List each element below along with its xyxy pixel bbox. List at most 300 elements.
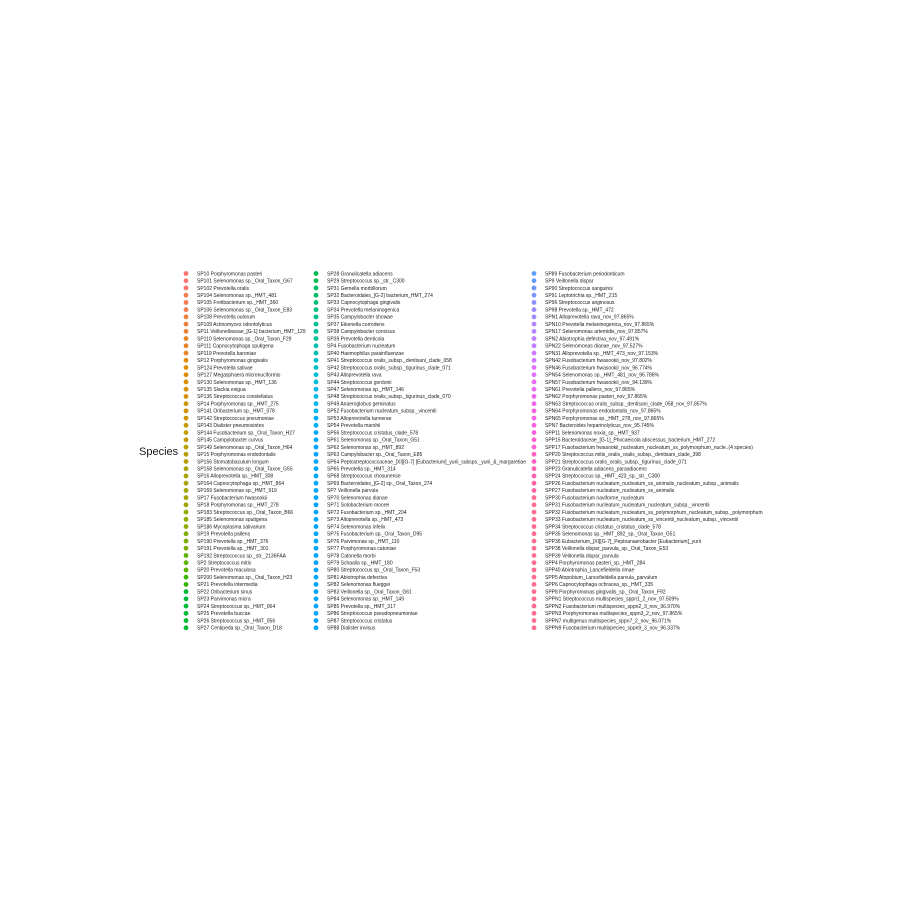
legend-label: SPN17 Selenomonas artemidis_nov_97.857% [545, 329, 648, 336]
legend-key-dot [184, 517, 189, 522]
legend-label: SP156 Stomatobaculum longum [197, 459, 269, 466]
legend-label: SP108 Prevotella oulorum [197, 314, 256, 321]
legend-label: SPN10 Prevotella melaninogenica_nov_97.865% [545, 321, 655, 328]
legend-key-dot [184, 271, 189, 276]
legend-label: SP80 Streptococcus sp._Oral_Taxon_F53 [327, 567, 421, 574]
legend-key-dot [314, 372, 319, 377]
legend-label: SPP8 Porphyromonas gingivalis_sp._Oral_Taxon_F92 [545, 589, 666, 596]
legend-label: SP29 Streptococcus sp._str._C300 [327, 278, 405, 285]
legend-key-dot [314, 517, 319, 522]
legend-label: SP68 Streptococcus chosunense [327, 473, 401, 480]
legend-key-dot [314, 322, 319, 327]
legend-key-dot [184, 336, 189, 341]
legend-label: SP19 Prevotella pallens [197, 531, 251, 538]
legend-key-dot [532, 445, 537, 450]
legend-key-dot [314, 596, 319, 601]
legend-label: SPN64 Porphyromonas endodontalis_nov_97.865% [545, 408, 661, 415]
legend-key-dot [314, 589, 319, 594]
legend-key-dot [314, 510, 319, 515]
legend-key-dot [184, 278, 189, 283]
legend-key-dot [532, 575, 537, 580]
legend-label: SP158 Selenomonas sp._Oral_Taxon_G55 [197, 466, 293, 473]
legend-label: SP41 Streptococcus oralis_subsp._dentisani_clade_058 [327, 358, 452, 365]
legend-key-dot [184, 437, 189, 442]
legend-key-dot [184, 408, 189, 413]
legend-key-dot [532, 314, 537, 319]
legend-key-dot [184, 300, 189, 305]
legend-key-dot [184, 596, 189, 601]
legend-key-dot [184, 394, 189, 399]
legend-key-dot [184, 582, 189, 587]
legend-label: SP15 Porphyromonas endodontalis [197, 452, 276, 459]
legend-label: SP27 Centipeda sp._Oral_Taxon_D18 [197, 625, 282, 632]
legend-label: SPP26 Fusobacterium nucleatum_nucleatum_ss_animalis_nucleatum_subsp._animalis [545, 480, 739, 487]
legend-key-dot [184, 387, 189, 392]
legend-label: SPPN7 multigenus multispecies_sppn7_2_nov_96.071% [545, 618, 672, 625]
legend-label: SP52 Fusobacterium nucleatum_subsp._vincentii [327, 408, 437, 415]
legend-key-dot [532, 466, 537, 471]
legend-key-dot [314, 466, 319, 471]
legend-label: SP12 Porphyromonas gingivalis [197, 358, 268, 365]
legend-label: SP119 Prevotella baroniae [197, 350, 257, 357]
legend-label: SP143 Dialister pneumosintes [197, 423, 264, 430]
legend-key-dot [532, 278, 537, 283]
legend-label: SP53 Alloprevotella tannerae [327, 415, 392, 422]
legend-label: SP169 Selenomonas sp._HMT_919 [197, 488, 277, 495]
legend-key-dot [532, 387, 537, 392]
legend-key-dot [532, 546, 537, 551]
legend-key-dot [314, 408, 319, 413]
legend-label: SP145 Campylobacter curvus [197, 437, 264, 444]
legend-label: SPP32 Fusobacterium nucleatum_nucleatum_ss_polymorphum_nucleatum_subsp._polymorphum [545, 509, 763, 516]
legend-key-dot [314, 278, 319, 283]
legend-label: SP96 Streptococcus anginosus [545, 300, 615, 307]
legend-key-dot [532, 286, 537, 291]
legend-label: SPP5 Atopobium_Lancefieldella parvula_parvulum [545, 574, 658, 581]
legend-label: SPPN1 Streptococcus multispecies_sppn1_2_nov_97.509% [545, 596, 679, 603]
legend-label: SP54 Prevotella marshii [327, 423, 381, 430]
legend-key-dot [532, 307, 537, 312]
legend-key-dot [184, 416, 189, 421]
legend-key-dot [314, 611, 319, 616]
legend-label: SPN1 Alloprevotella rava_nov_97.865% [545, 314, 634, 321]
legend-label: SP35 Campylobacter showae [327, 314, 393, 321]
legend-key-dot [314, 459, 319, 464]
legend-label: SP81 Abiotrophia defectiva [327, 574, 388, 581]
legend-label: SP79 Schaalia sp._HMT_180 [327, 560, 393, 567]
legend-label: SP88 Dialister invisus [327, 625, 376, 632]
legend-key-dot [314, 474, 319, 479]
legend-label: SP136 Streptococcus constellatus [197, 394, 273, 401]
legend-key-dot [532, 336, 537, 341]
legend-title: Species [139, 446, 179, 458]
legend-label: SPP36 Eubacterium_[XI][G-7]_Peptoanaerobacter [Eubacterium]_yurii [545, 538, 701, 545]
legend-label: SP31 Gemella morbillorum [327, 285, 387, 292]
legend-key-dot [314, 604, 319, 609]
legend-key-dot [184, 589, 189, 594]
legend-label: SP75 Fusobacterium sp._Oral_Taxon_D95 [327, 531, 423, 538]
legend-key-dot [532, 437, 537, 442]
legend-key-dot [184, 510, 189, 515]
legend-label: SPP38 Veillonella dispar_parvula_sp._Oral_Taxon_E53 [545, 546, 669, 553]
legend-key-dot [532, 365, 537, 370]
legend-key-dot [314, 560, 319, 565]
legend-key-dot [532, 430, 537, 435]
legend-key-dot [532, 553, 537, 558]
legend-label: SP111 Capnocytophaga sputigena [197, 343, 274, 350]
legend-key-dot [532, 416, 537, 421]
legend-label: SP183 Streptococcus sp._Oral_Taxon_B66 [197, 509, 294, 516]
legend-key-dot [532, 452, 537, 457]
legend-label: SP84 Selenomonas sp._HMT_149 [327, 596, 404, 603]
legend-label: SPP11 Selenomonas noxia_sp._HMT_937 [545, 430, 640, 437]
legend-label: SP42 Streptococcus oralis_subsp._tigurinus_clade_071 [327, 365, 451, 372]
legend-label: SP85 Prevotella sp._HMT_317 [327, 603, 396, 610]
legend-label: SP14 Porphyromonas sp._HMT_275 [197, 401, 279, 408]
legend-key-dot [314, 286, 319, 291]
legend-label: SP17 Fusobacterium hwasookii [197, 495, 268, 502]
legend-key-dot [532, 618, 537, 623]
legend-key-dot [532, 322, 537, 327]
legend-key-dot [314, 625, 319, 630]
legend-label: SPN57 Fusobacterium hwasookii_nov_94.139% [545, 379, 653, 386]
legend-key-dot [184, 329, 189, 334]
legend-label: SP102 Prevotella oralis [197, 285, 249, 292]
legend-label: SP164 Capnocytophaga sp._HMT_864 [197, 480, 285, 487]
legend-label: SPP21 Streptococcus oralis_oralis_subsp._tigurinus_clade_071 [545, 459, 687, 466]
legend-label: SP64 Peptostreptococcaceae_[XI][G-7] [Eubacterium]_yurii_subsps._yurii_&_margaretiae [327, 459, 526, 466]
legend-key-dot [314, 271, 319, 276]
legend-label: SP24 Streptococcus sp._HMT_064 [197, 603, 276, 610]
legend-label: SP56 Streptococcus cristatus_clade_578 [327, 430, 419, 437]
legend-key-dot [184, 546, 189, 551]
legend-key-dot [314, 452, 319, 457]
legend-key-dot [532, 343, 537, 348]
legend-label: SP186 Mycoplasma salivarium [197, 524, 266, 531]
legend-key-dot [184, 372, 189, 377]
legend-key-dot [314, 365, 319, 370]
legend-label: SPP23 Granulicatella adiacens_paraadiacens [545, 466, 647, 473]
legend-key-dot [314, 336, 319, 341]
legend-label: SP11 Veillonellaceae_[G-1] bacterium_HMT_129 [197, 329, 306, 336]
legend-label: SP61 Selenomonas sp._Oral_Taxon_G51 [327, 437, 420, 444]
legend-key-dot [184, 466, 189, 471]
legend-key-dot [184, 423, 189, 428]
legend-key-dot [314, 358, 319, 363]
legend-key-dot [532, 524, 537, 529]
legend-key-dot [184, 502, 189, 507]
legend-label: SPP15 Bacteroidaceae_[G-1]_Phocaeicola abscessus_bacterium_HMT_272 [545, 437, 716, 444]
legend-key-dot [532, 517, 537, 522]
legend-label: SP26 Streptococcus sp._HMT_056 [197, 618, 276, 625]
legend-key-dot [314, 575, 319, 580]
legend-key-dot [184, 604, 189, 609]
legend-label: SP44 Streptococcus gordonii [327, 379, 392, 386]
legend-key-dot [532, 560, 537, 565]
legend-label: SP76 Parvimonas sp._HMT_110 [327, 538, 400, 545]
legend-columns [184, 271, 763, 631]
legend-key-dot [314, 582, 319, 587]
legend-key-dot [532, 582, 537, 587]
legend-label: SP98 Prevotella sp._HMT_472 [545, 307, 614, 314]
legend-label: SPN63 Streptococcus oralis_subsp._dentisani_clade_058_nov_97.857% [545, 401, 707, 408]
legend-label: SPP34 Streptococcus cristatus_cristatus_clade_578 [545, 524, 661, 531]
legend-key-dot [314, 307, 319, 312]
legend-label: SP72 Fusobacterium sp._HMT_204 [327, 509, 407, 516]
legend-key-dot [532, 604, 537, 609]
legend-label: SP82 Selenomonas flueggei [327, 582, 391, 589]
legend-label: SP4 Fusobacterium nucleatum [327, 343, 396, 350]
legend-label: SP77 Porphyromonas catoniae [327, 546, 397, 553]
legend-key-dot [314, 524, 319, 529]
legend-key-dot [314, 495, 319, 500]
legend-label: SP43 Alloprevotella rava [327, 372, 382, 379]
legend-label: SPP40 Abiotrophia_Lancefieldella rimae [545, 567, 635, 574]
legend-key-dot [532, 568, 537, 573]
legend-label: SP71 Solobacterium moorei [327, 502, 390, 509]
legend-key-dot [532, 611, 537, 616]
legend-key-dot [532, 625, 537, 630]
legend-label: SPP31 Fusobacterium nucleatum_nucleatum_nucleatum_subsp._vincentii [545, 502, 710, 509]
legend-label: SPP6 Capnocytophaga ochracea_sp._HMT_335 [545, 582, 654, 589]
legend-label: SP105 Fretibacterium sp._HMT_360 [197, 300, 279, 307]
legend-key-dot [532, 423, 537, 428]
legend-key-dot [314, 351, 319, 356]
legend-key-dot [532, 459, 537, 464]
legend-label: SP89 Fusobacterium periodonticum [545, 271, 625, 278]
legend-key-dot [532, 474, 537, 479]
legend-label: SPN46 Fusobacterium hwasookii_nov_96.774% [545, 365, 653, 372]
legend-key-dot [532, 380, 537, 385]
legend-key-dot [532, 372, 537, 377]
legend-label: SPP39 Veillonella dispar_parvula [545, 553, 619, 560]
legend-key-dot [184, 625, 189, 630]
legend-label: SP33 Capnocytophaga gingivalis [327, 300, 401, 307]
legend-label: SPN65 Porphyromonas sp._HMT_278_nov_97.865% [545, 415, 664, 422]
legend-label: SP90 Streptococcus sanguinis [545, 285, 613, 292]
legend-label: SP25 Prevotella buccae [197, 611, 251, 618]
legend-label: SP73 Alloprevotella sp._HMT_473 [327, 517, 404, 524]
legend-label: SPN31 Alloprevotella sp._HMT_473_nov_97.153% [545, 350, 659, 357]
legend-label: SPP4 Porphyromonas pasteri_sp._HMT_284 [545, 560, 646, 567]
legend-key-dot [184, 553, 189, 558]
legend-label: SP62 Selenomonas sp._HMT_892 [327, 444, 404, 451]
legend-label: SP21 Prevotella intermedia [197, 582, 258, 589]
legend-label: SP109 Actinomyces odontolyticus [197, 321, 273, 328]
legend-label: SP141 Oribacterium sp._HMT_078 [197, 408, 275, 415]
legend-label: SP192 Streptococcus sp._str._2136FAA [197, 553, 286, 560]
legend-key-dot [532, 300, 537, 305]
legend-key-dot [314, 343, 319, 348]
legend-label: SP106 Selenomonas sp._Oral_Taxon_E83 [197, 307, 293, 314]
legend-label: SP49 Anaeroglobus geminatus [327, 401, 396, 408]
legend-key-dot [314, 502, 319, 507]
legend-key-dot [184, 430, 189, 435]
legend-key-dot [314, 380, 319, 385]
legend-label: SP63 Campylobacter sp._Oral_Taxon_E85 [327, 452, 423, 459]
legend-label: SP86 Streptococcus pseudopneumoniae [327, 611, 418, 618]
legend-label: SP7 Veillonella parvula [327, 488, 379, 495]
legend-label: SP38 Campylobacter concisus [327, 329, 396, 336]
legend-label: SP191 Prevotella sp._HMT_301 [197, 546, 269, 553]
legend-key-dot [532, 510, 537, 515]
legend-key-dot [184, 539, 189, 544]
legend-label: SP200 Selenomonas sp._Oral_Taxon_H23 [197, 574, 293, 581]
legend-key-dot [184, 445, 189, 450]
legend-label: SP135 Slackia exigua [197, 386, 246, 393]
legend-key-dot [532, 531, 537, 536]
legend-label: SPN54 Selenomonas sp._HMT_481_nov_96.786% [545, 372, 659, 379]
legend-label: SPP17 Fusobacterium hwasookii_nucleatum_nucleatum_ss_polymorphum_nucle..(4 species) [545, 444, 753, 451]
legend-label: SP18 Porphyromonas sp._HMT_278 [197, 502, 279, 509]
legend-key-dot [314, 531, 319, 536]
legend-label: SP87 Streptococcus cristatus [327, 618, 393, 625]
legend-label: SPN7 Bacteroides heparinolyticus_nov_95.745% [545, 423, 654, 430]
legend-label: SP2 Streptococcus mitis [197, 560, 252, 567]
legend-key-dot [532, 539, 537, 544]
legend-key-dot [184, 380, 189, 385]
legend-label: SP124 Prevotella salivae [197, 365, 253, 372]
legend-key-dot [314, 314, 319, 319]
legend-label: SP110 Selenomonas sp._Oral_Taxon_F29 [197, 336, 292, 343]
legend-label: SP9 Veillonella dispar [545, 278, 594, 285]
legend-key-dot [184, 575, 189, 580]
legend-label: SP70 Selenomonas dianae [327, 495, 388, 502]
legend-label: SP74 Selenomonas infelix [327, 524, 386, 531]
legend-label: SPP35 Selenomonas sp._HMT_892_sp._Oral_Taxon_G51 [545, 531, 676, 538]
legend-key-dot [184, 459, 189, 464]
legend-key-dot [532, 329, 537, 334]
legend-key-dot [532, 502, 537, 507]
legend-label: SP101 Selenomonas sp._Oral_Taxon_G67 [197, 278, 293, 285]
legend-label: SP65 Prevotella sp._HMT_314 [327, 466, 396, 473]
legend-key-dot [184, 307, 189, 312]
legend-label: SP22 Oribacterium sinus [197, 589, 253, 596]
legend-key-dot [314, 546, 319, 551]
legend-label: SP37 Eikenella corrodens [327, 321, 385, 328]
legend-key-dot [184, 611, 189, 616]
legend-key-dot [184, 524, 189, 529]
legend-key-dot [184, 488, 189, 493]
legend-label: SP144 Fusobacterium sp._Oral_Taxon_H27 [197, 430, 295, 437]
legend-key-dot [532, 358, 537, 363]
legend-label: SP83 Veillonella sp._Oral_Taxon_G61 [327, 589, 412, 596]
legend-key-dot [532, 408, 537, 413]
legend-key-dot [184, 452, 189, 457]
legend-key-dot [184, 531, 189, 536]
legend-label: SPN42 Fusobacterium hwasookii_nov_97.802% [545, 358, 653, 365]
legend-key-dot [532, 495, 537, 500]
legend-key-dot [532, 271, 537, 276]
legend-label: SPP24 Streptococcus sp._HMT_423_sp._str._C300 [545, 473, 661, 480]
legend-label: SP127 Megasphaera micronuciformis [197, 372, 281, 379]
legend-key-dot [184, 343, 189, 348]
legend-key-dot [532, 481, 537, 486]
legend-label: SP185 Selenomonas sputigena [197, 517, 268, 524]
legend-label: SPN2 Abiotrophia defectiva_nov_97.491% [545, 336, 640, 343]
legend-label: SP39 Prevotella denticola [327, 336, 385, 343]
legend-label: SP16 Alloprevotella sp._HMT_308 [197, 473, 274, 480]
legend-key-dot [532, 351, 537, 356]
legend-key-dot [184, 322, 189, 327]
legend-key-dot [314, 445, 319, 450]
legend-label: SPP33 Fusobacterium nucleatum_nucleatum_ss_vincentii_nucleatum_subsp._vincentii [545, 517, 739, 524]
legend-label: SP10 Porphyromonas pasteri [197, 271, 263, 278]
legend-key-dot [314, 394, 319, 399]
legend-label: SPP27 Fusobacterium nucleatum_nucleatum_ss_animalis [545, 488, 675, 495]
legend-label: SP20 Prevotella maculosa [197, 567, 256, 574]
legend-label: SPPN9 Fusobacterium multispecies_sppn9_3_nov_96.337% [545, 625, 681, 632]
legend-key-dot [184, 314, 189, 319]
legend-key-dot [314, 329, 319, 334]
legend-label: SP28 Granulicatella adiacens [327, 271, 393, 278]
legend-key-dot [184, 568, 189, 573]
legend-key-dot [314, 553, 319, 558]
legend-key-dot [314, 293, 319, 298]
legend-key-dot [314, 387, 319, 392]
legend-label: SP34 Prevotella melaninogenica [327, 307, 400, 314]
legend-key-dot [314, 416, 319, 421]
legend-key-dot [532, 293, 537, 298]
legend-key-dot [184, 286, 189, 291]
legend-key-dot [184, 401, 189, 406]
legend-key-dot [314, 300, 319, 305]
legend-label: SPPN3 Porphyromonas multispecies_sppn3_2_nov_97.865% [545, 611, 683, 618]
legend-key-dot [184, 358, 189, 363]
legend-label: SP130 Selenomonas sp._HMT_136 [197, 379, 277, 386]
legend-key-dot [314, 539, 319, 544]
legend-key-dot [184, 495, 189, 500]
legend-label: SP47 Selenomonas sp._HMT_146 [327, 386, 404, 393]
legend-label: SPN22 Selenomonas dianae_nov_97.527% [545, 343, 643, 350]
legend-label: SP32 Bacteroidales_[G-2] bacterium_HMT_274 [327, 292, 433, 299]
legend-key-dot [314, 568, 319, 573]
legend-label: SP69 Bacteroidales_[G-2] sp._Oral_Taxon_274 [327, 480, 433, 487]
legend-key-dot [314, 430, 319, 435]
legend-label: SP149 Selenomonas sp._Oral_Taxon_H64 [197, 444, 293, 451]
legend-label: SP104 Selenomonas sp._HMT_481 [197, 292, 277, 299]
legend-key-dot [314, 618, 319, 623]
legend-key-dot [184, 618, 189, 623]
legend-key-dot [184, 474, 189, 479]
legend-key-dot [314, 423, 319, 428]
legend-label: SPN62 Porphyromonas pasteri_nov_97.865% [545, 394, 648, 401]
legend-label: SP48 Streptococcus oralis_subsp._tigurinus_clade_070 [327, 394, 451, 401]
legend-label: SP142 Streptococcus pneumoniae [197, 415, 274, 422]
legend-key-dot [314, 481, 319, 486]
legend-label: SPN61 Prevotella pallens_nov_97.865% [545, 386, 636, 393]
legend-label: SPPN2 Fusobacterium multispecies_sppn2_3_nov_96.970% [545, 603, 681, 610]
legend-key-dot [532, 401, 537, 406]
legend-key-dot [184, 365, 189, 370]
legend-key-dot [532, 589, 537, 594]
legend-key-dot [532, 596, 537, 601]
legend-key-dot [184, 481, 189, 486]
legend-label: SP91 Leptotrichia sp._HMT_215 [545, 292, 618, 299]
legend-label: SP78 Catonella morbi [327, 553, 376, 560]
legend-key-dot [184, 560, 189, 565]
legend-label: SPP20 Streptococcus mitis_oralis_oralis_subsp._dentisani_clade_398 [545, 452, 701, 459]
legend-key-dot [314, 488, 319, 493]
legend-key-dot [184, 293, 189, 298]
legend-key-dot [184, 351, 189, 356]
legend-label: SPP30 Fusobacterium naviforme_nucleatum [545, 495, 645, 502]
legend-label: SP40 Haemophilus parainfluenzae [327, 350, 404, 357]
legend-key-dot [532, 488, 537, 493]
legend-label: SP190 Prevotella sp._HMT_376 [197, 538, 269, 545]
legend-key-dot [314, 437, 319, 442]
legend-key-dot [314, 401, 319, 406]
